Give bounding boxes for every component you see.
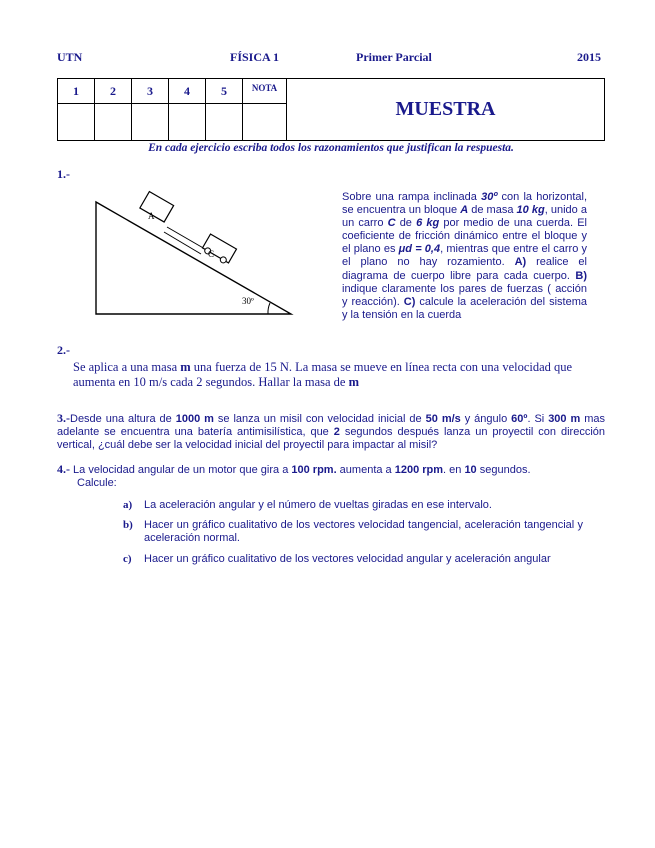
q2-text: Se aplica a una masa m una fuerza de 15 N. La masa se mueve en línea recta con una velocidad que aumenta en 10 m/s cada 2 segundos. Hallar la masa de m — [73, 360, 573, 389]
muestra-label: MUESTRA — [287, 79, 605, 141]
q4-item-a: a) La aceleración angular y el número de vueltas giradas en ese intervalo. — [123, 499, 492, 511]
q1-number: 1.- — [57, 167, 70, 181]
q4-item-c: c) Hacer un gráfico cualitativo de los vectores velocidad angular y aceleración angular — [123, 553, 551, 565]
cart-c — [201, 234, 236, 265]
q1-text: Sobre una rampa inclinada 30º con la horizontal, se encuentra un bloque A de masa 10 kg, unido a un carro C de 6 kg por medio de una cuerda. El coeficiente de fricción dinámico entre el bloque y el plano es μd = 0,4, mientras que entre el carro y el plano no hay rozamiento. A) realice el diagrama de cuerpo libre para cada cuerpo. B) indique claramente los pares de fuerzas ( acción y reacción). C) calcule la aceleración del sistema y la tensión en la cuerda — [342, 191, 588, 321]
q2-number: 2.- — [57, 343, 70, 357]
grade-col-nota: NOTA — [243, 79, 287, 104]
angle-arc — [268, 303, 270, 314]
instructions: En cada ejercicio escriba todos los razonamientos que justifican la respuesta. — [148, 142, 514, 154]
q4-number: 4.- — [57, 462, 70, 476]
block-label: A — [148, 211, 155, 221]
grade-col-3: 3 — [132, 79, 169, 104]
header-course: FÍSICA 1 — [230, 50, 280, 64]
q4-item-b: b) Hacer un gráfico cualitativo de los vectores velocidad tangencial, aceleración tangencial y aceleración normal. — [123, 519, 583, 545]
header-org: UTN — [57, 50, 83, 64]
block-a — [140, 192, 174, 222]
grade-col-5: 5 — [206, 79, 243, 104]
q4-calcule: Calcule: — [77, 477, 117, 490]
q3-number: 3.- — [57, 411, 70, 425]
angle-label: 30º — [242, 296, 254, 306]
cart-label: C — [208, 249, 215, 259]
q3-text: 3.-Desde una altura de 1000 m se lanza un misil con velocidad inicial de 50 m/s y ángulo 60º. Si 300 m mas adelante se encuentra una batería antimisilística, que 2 segundos después lanza un proyectil con dirección vertical, ¿cuál debe ser la velocidad inicial del proyectil para impactar al misil? — [57, 411, 606, 452]
grade-col-4: 4 — [169, 79, 206, 104]
q4-text: 4.- La velocidad angular de un motor que gira a 100 rpm. aumenta a 1200 rpm. en 10 segundos. Calcule: — [57, 462, 531, 490]
header-year: 2015 — [577, 50, 601, 64]
grade-col-1: 1 — [58, 79, 95, 104]
ramp — [96, 202, 291, 314]
grade-col-2: 2 — [95, 79, 132, 104]
header-exam: Primer Parcial — [356, 50, 432, 64]
